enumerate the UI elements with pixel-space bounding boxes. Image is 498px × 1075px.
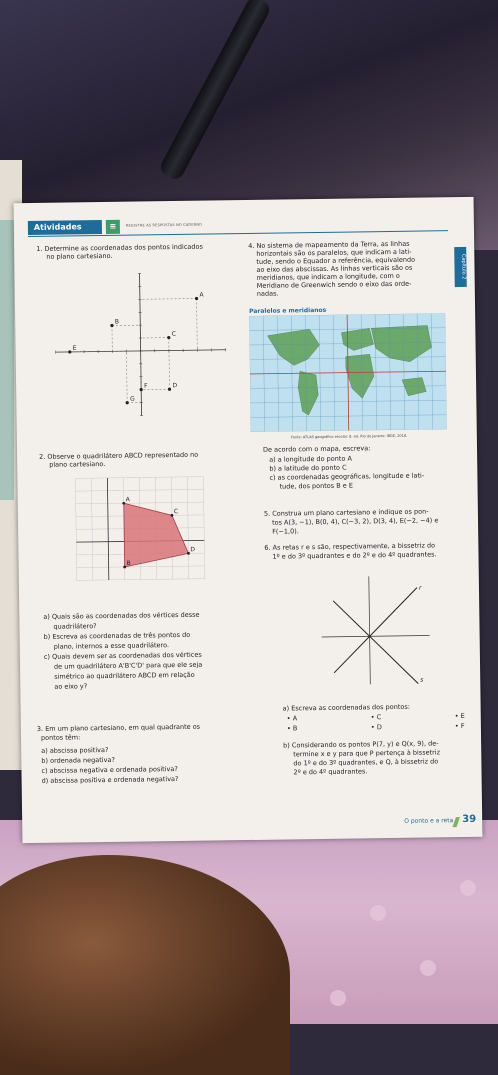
q2-item-line: ao eixo y? [54, 682, 87, 690]
q5-text-2: tos A(3, −1), B(0, 4), C(−3, 2), D(3, 4), E(−2, −4) e [272, 516, 438, 526]
vertex-label-A: A [126, 496, 131, 503]
q2-text-2: plano cartesiano. [49, 460, 105, 469]
q3-text-2: pontos têm: [41, 733, 80, 742]
point-label-G: G [130, 396, 135, 403]
q4-item-line: a) a longitude do ponto A [269, 455, 352, 464]
q6-point-label: • C [371, 713, 382, 721]
q4-prompt: De acordo com o mapa, escreva: [263, 444, 370, 453]
q6-point-label: • B [287, 724, 297, 732]
q6b-line: b) Considerando os pontos P(7, y) e Q(x, 9), de- [283, 739, 439, 749]
vertex-label-C: C [174, 508, 178, 515]
q6-point-label: • D [371, 723, 382, 731]
q2-item-line: de um quadrilátero A'B'C'D' para que ele seja [54, 661, 202, 671]
q1-text-1: 1. Determine as coordenadas dos pontos indicados [36, 243, 203, 253]
q2-item-line: plano, internos a esse quadrilátero. [54, 641, 169, 651]
activities-header [28, 218, 228, 235]
q6-point-label: • E [455, 712, 465, 720]
q2-item-line: quadrilátero? [53, 622, 96, 631]
activities-subtitle: REGISTRE AS RESPOSTAS NO CADERNO [126, 223, 202, 228]
guide-line [140, 299, 197, 300]
line-r [333, 588, 418, 673]
vertex-label-D: D [190, 546, 195, 553]
line-label-r: r [419, 585, 422, 592]
q3-item-line: d) abscissa positiva e ordenada negativa? [42, 775, 179, 785]
q4-item-line: tude, dos pontos B e E [279, 482, 352, 491]
q6b-line: do 1º e do 3º quadrantes, e Q, à bissetriz do [293, 757, 438, 767]
activities-badge: ≡ [106, 220, 120, 234]
q1-cartesian-chart [44, 264, 236, 427]
guide-line [126, 351, 127, 403]
q6b-line: 2º e do 4º quadrantes. [293, 767, 367, 776]
q2-item-line: b) Escreva as coordenadas de três pontos do [44, 631, 191, 641]
point-label-B: B [115, 318, 119, 325]
flower-pattern [420, 960, 436, 976]
point-label-E: E [73, 345, 77, 352]
q2-quadrilateral-chart [69, 473, 211, 585]
flower-pattern [370, 905, 386, 921]
point-label-C: C [172, 331, 176, 338]
q2-text-1: 2. Observe o quadrilátero ABCD representado no [39, 451, 198, 461]
point-label-F: F [144, 383, 148, 390]
point-A [195, 297, 198, 300]
activities-title: Atividades [28, 220, 102, 235]
left-page-strip [0, 220, 14, 500]
q4-line: ao eixo das abscissas. As linhas verticais são os [256, 264, 412, 274]
world-map [249, 313, 447, 432]
q5-text-1: 5. Construa um plano cartesiano e indique os pon- [264, 507, 429, 517]
q4-line: Meridiano de Greenwich sendo o eixo das orde- [257, 280, 412, 290]
page-number: 39 [462, 814, 476, 825]
q6-text-1: 6. As retas r e s são, respectivamente, a bissetriz do [264, 541, 435, 551]
q4-line: nadas. [257, 290, 279, 298]
point-D [168, 388, 171, 391]
flower-pattern [460, 880, 476, 896]
map-source: Fonte: ATLAS geográfico escolar. 8. ed. Rio de Janeiro: IBGE, 2018. [291, 434, 407, 440]
chapter-tab: Capítulo 2 [454, 247, 467, 287]
q4-line: horizontais são os paralelos, que indicam a lati- [256, 248, 411, 258]
guide-line [197, 299, 198, 351]
q6a-text: a) Escreva as coordenadas dos pontos: [283, 703, 410, 713]
y-axis [369, 576, 371, 684]
q3-item-line: c) abscissa negativa e ordenada positiva? [41, 765, 177, 775]
line-s [333, 600, 418, 685]
point-G [126, 401, 129, 404]
guide-line [169, 351, 170, 390]
map-title: Paralelos e meridianos [249, 307, 326, 316]
q3-text-1: 3. Em um plano cartesiano, em qual quadrante os [37, 723, 200, 733]
y-axis [140, 273, 142, 415]
point-label-D: D [172, 382, 177, 389]
q4-line: meridianos, que indicam a longitude, com o [257, 272, 400, 282]
point-label-A: A [199, 291, 204, 298]
point-E [68, 350, 71, 353]
q1-text-2: no plano cartesiano. [46, 252, 112, 261]
line-label-s: s [420, 677, 423, 684]
q6-bisectors-chart [315, 569, 437, 691]
flower-pattern [330, 990, 346, 1006]
q4-line: tude, sendo o Equador a referência, equivalendo [256, 256, 415, 266]
q6b-line: termine x e y para que P pertença à bissetriz [293, 748, 440, 758]
q5-text-3: F(−1,0). [272, 527, 299, 535]
q6-point-label: • A [287, 714, 297, 722]
q2-item-line: a) Quais são as coordenadas dos vértices desse [43, 611, 199, 621]
q3-item-line: b) ordenada negativa? [41, 756, 115, 765]
q2-item-line: c) Quais devem ser as coordenadas dos vértices [44, 651, 202, 661]
q3-item-line: a) abscissa positiva? [41, 746, 108, 755]
q2-item-line: simétrico ao quadrilátero ABCD em relação [54, 671, 195, 681]
vertex-label-B: B [127, 560, 131, 567]
q4-item-line: b) a latitude do ponto C [269, 464, 346, 473]
footer-label: O ponto e a reta [404, 817, 453, 825]
textbook-page [14, 197, 483, 843]
x-axis [322, 635, 430, 637]
point-C [167, 336, 170, 339]
footer-bar [452, 817, 459, 827]
point-B [110, 324, 113, 327]
q4-item-line: c) as coordenadas geográficas, longitude e lati- [269, 472, 424, 482]
q6-text-2: 1º e do 3º quadrantes e do 2º e do 4º quadrantes. [272, 550, 436, 560]
q4-line: 4. No sistema de mapeamento da Terra, as linhas [248, 240, 409, 250]
quadrilateral-abcd [124, 502, 189, 567]
q6-point-label: • F [455, 722, 465, 730]
point-F [140, 388, 143, 391]
